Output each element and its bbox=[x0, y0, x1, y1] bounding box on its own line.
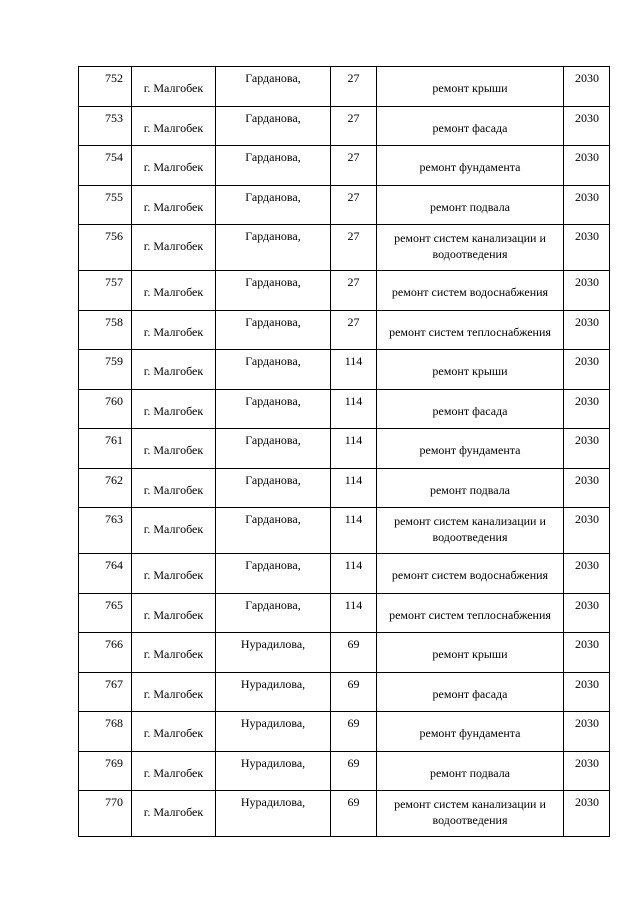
table-row bbox=[79, 593, 610, 633]
table-row bbox=[79, 791, 610, 837]
street-cell: Гарданова, bbox=[216, 508, 331, 554]
year-cell: 2030 bbox=[564, 791, 610, 837]
city-cell: г. Малгобек bbox=[132, 672, 216, 712]
house-number-cell: 69 bbox=[331, 712, 377, 752]
city-cell: г. Малгобек bbox=[132, 185, 216, 225]
table-row bbox=[79, 429, 610, 469]
table-row bbox=[79, 633, 610, 673]
house-number-cell: 114 bbox=[331, 350, 377, 390]
year-cell: 2030 bbox=[564, 146, 610, 186]
street-cell: Нурадилова, bbox=[216, 633, 331, 673]
street-cell: Гарданова, bbox=[216, 67, 331, 107]
year-cell: 2030 bbox=[564, 554, 610, 594]
row-number-cell: 760 bbox=[79, 389, 132, 429]
year-cell: 2030 bbox=[564, 593, 610, 633]
street-cell: Гарданова, bbox=[216, 271, 331, 311]
row-number-cell: 753 bbox=[79, 106, 132, 146]
row-number-cell: 755 bbox=[79, 185, 132, 225]
city-cell: г. Малгобек bbox=[132, 593, 216, 633]
year-cell: 2030 bbox=[564, 633, 610, 673]
work-type-cell: ремонт крыши bbox=[377, 633, 564, 673]
city-cell: г. Малгобек bbox=[132, 751, 216, 791]
year-cell: 2030 bbox=[564, 429, 610, 469]
house-number-cell: 27 bbox=[331, 271, 377, 311]
city-cell: г. Малгобек bbox=[132, 350, 216, 390]
work-type-cell: ремонт фасада bbox=[377, 672, 564, 712]
year-cell: 2030 bbox=[564, 672, 610, 712]
street-cell: Нурадилова, bbox=[216, 672, 331, 712]
city-cell: г. Малгобек bbox=[132, 106, 216, 146]
house-number-cell: 69 bbox=[331, 672, 377, 712]
house-number-cell: 27 bbox=[331, 225, 377, 271]
table-row bbox=[79, 389, 610, 429]
work-type-cell: ремонт систем канализации и водоотведения bbox=[377, 791, 564, 837]
city-cell: г. Малгобек bbox=[132, 633, 216, 673]
street-cell: Гарданова, bbox=[216, 554, 331, 594]
work-type-cell: ремонт крыши bbox=[377, 67, 564, 107]
row-number-cell: 757 bbox=[79, 271, 132, 311]
row-number-cell: 768 bbox=[79, 712, 132, 752]
city-cell: г. Малгобек bbox=[132, 712, 216, 752]
street-cell: Гарданова, bbox=[216, 350, 331, 390]
work-type-cell: ремонт систем теплоснабжения bbox=[377, 310, 564, 350]
year-cell: 2030 bbox=[564, 712, 610, 752]
city-cell: г. Малгобек bbox=[132, 389, 216, 429]
row-number-cell: 764 bbox=[79, 554, 132, 594]
street-cell: Нурадилова, bbox=[216, 751, 331, 791]
repair-schedule-table bbox=[78, 66, 610, 837]
house-number-cell: 114 bbox=[331, 389, 377, 429]
street-cell: Нурадилова, bbox=[216, 712, 331, 752]
table-row bbox=[79, 712, 610, 752]
table-row bbox=[79, 751, 610, 791]
house-number-cell: 27 bbox=[331, 106, 377, 146]
year-cell: 2030 bbox=[564, 468, 610, 508]
row-number-cell: 762 bbox=[79, 468, 132, 508]
work-type-cell: ремонт систем теплоснабжения bbox=[377, 593, 564, 633]
row-number-cell: 770 bbox=[79, 791, 132, 837]
house-number-cell: 114 bbox=[331, 429, 377, 469]
table-row bbox=[79, 310, 610, 350]
row-number-cell: 769 bbox=[79, 751, 132, 791]
street-cell: Гарданова, bbox=[216, 429, 331, 469]
work-type-cell: ремонт фундамента bbox=[377, 146, 564, 186]
street-cell: Гарданова, bbox=[216, 389, 331, 429]
year-cell: 2030 bbox=[564, 271, 610, 311]
year-cell: 2030 bbox=[564, 508, 610, 554]
house-number-cell: 27 bbox=[331, 67, 377, 107]
work-type-cell: ремонт крыши bbox=[377, 350, 564, 390]
city-cell: г. Малгобек bbox=[132, 791, 216, 837]
house-number-cell: 114 bbox=[331, 593, 377, 633]
row-number-cell: 752 bbox=[79, 67, 132, 107]
table-body bbox=[79, 67, 610, 837]
year-cell: 2030 bbox=[564, 350, 610, 390]
table-row bbox=[79, 146, 610, 186]
work-type-cell: ремонт фасада bbox=[377, 106, 564, 146]
table-row bbox=[79, 225, 610, 271]
city-cell: г. Малгобек bbox=[132, 429, 216, 469]
work-type-cell: ремонт фундамента bbox=[377, 429, 564, 469]
year-cell: 2030 bbox=[564, 67, 610, 107]
city-cell: г. Малгобек bbox=[132, 67, 216, 107]
table-row bbox=[79, 672, 610, 712]
work-type-cell: ремонт подвала bbox=[377, 185, 564, 225]
table-row bbox=[79, 468, 610, 508]
city-cell: г. Малгобек bbox=[132, 271, 216, 311]
row-number-cell: 758 bbox=[79, 310, 132, 350]
row-number-cell: 759 bbox=[79, 350, 132, 390]
work-type-cell: ремонт фундамента bbox=[377, 712, 564, 752]
row-number-cell: 766 bbox=[79, 633, 132, 673]
row-number-cell: 765 bbox=[79, 593, 132, 633]
year-cell: 2030 bbox=[564, 185, 610, 225]
house-number-cell: 27 bbox=[331, 146, 377, 186]
street-cell: Гарданова, bbox=[216, 185, 331, 225]
work-type-cell: ремонт систем водоснабжения bbox=[377, 271, 564, 311]
street-cell: Гарданова, bbox=[216, 468, 331, 508]
city-cell: г. Малгобек bbox=[132, 225, 216, 271]
city-cell: г. Малгобек bbox=[132, 554, 216, 594]
house-number-cell: 69 bbox=[331, 633, 377, 673]
row-number-cell: 754 bbox=[79, 146, 132, 186]
work-type-cell: ремонт систем канализации и водоотведения bbox=[377, 508, 564, 554]
street-cell: Гарданова, bbox=[216, 593, 331, 633]
house-number-cell: 69 bbox=[331, 791, 377, 837]
house-number-cell: 114 bbox=[331, 468, 377, 508]
street-cell: Гарданова, bbox=[216, 225, 331, 271]
table-row bbox=[79, 271, 610, 311]
city-cell: г. Малгобек bbox=[132, 468, 216, 508]
house-number-cell: 114 bbox=[331, 554, 377, 594]
city-cell: г. Малгобек bbox=[132, 508, 216, 554]
table-row bbox=[79, 350, 610, 390]
work-type-cell: ремонт фасада bbox=[377, 389, 564, 429]
street-cell: Гарданова, bbox=[216, 106, 331, 146]
table-row bbox=[79, 67, 610, 107]
city-cell: г. Малгобек bbox=[132, 310, 216, 350]
row-number-cell: 767 bbox=[79, 672, 132, 712]
work-type-cell: ремонт подвала bbox=[377, 468, 564, 508]
year-cell: 2030 bbox=[564, 389, 610, 429]
house-number-cell: 27 bbox=[331, 185, 377, 225]
house-number-cell: 69 bbox=[331, 751, 377, 791]
work-type-cell: ремонт систем водоснабжения bbox=[377, 554, 564, 594]
table-row bbox=[79, 508, 610, 554]
table-row bbox=[79, 554, 610, 594]
street-cell: Нурадилова, bbox=[216, 791, 331, 837]
work-type-cell: ремонт систем канализации и водоотведения bbox=[377, 225, 564, 271]
year-cell: 2030 bbox=[564, 225, 610, 271]
house-number-cell: 114 bbox=[331, 508, 377, 554]
year-cell: 2030 bbox=[564, 310, 610, 350]
year-cell: 2030 bbox=[564, 751, 610, 791]
row-number-cell: 763 bbox=[79, 508, 132, 554]
street-cell: Гарданова, bbox=[216, 310, 331, 350]
street-cell: Гарданова, bbox=[216, 146, 331, 186]
city-cell: г. Малгобек bbox=[132, 146, 216, 186]
work-type-cell: ремонт подвала bbox=[377, 751, 564, 791]
year-cell: 2030 bbox=[564, 106, 610, 146]
house-number-cell: 27 bbox=[331, 310, 377, 350]
table-row bbox=[79, 185, 610, 225]
table-row bbox=[79, 106, 610, 146]
row-number-cell: 756 bbox=[79, 225, 132, 271]
row-number-cell: 761 bbox=[79, 429, 132, 469]
